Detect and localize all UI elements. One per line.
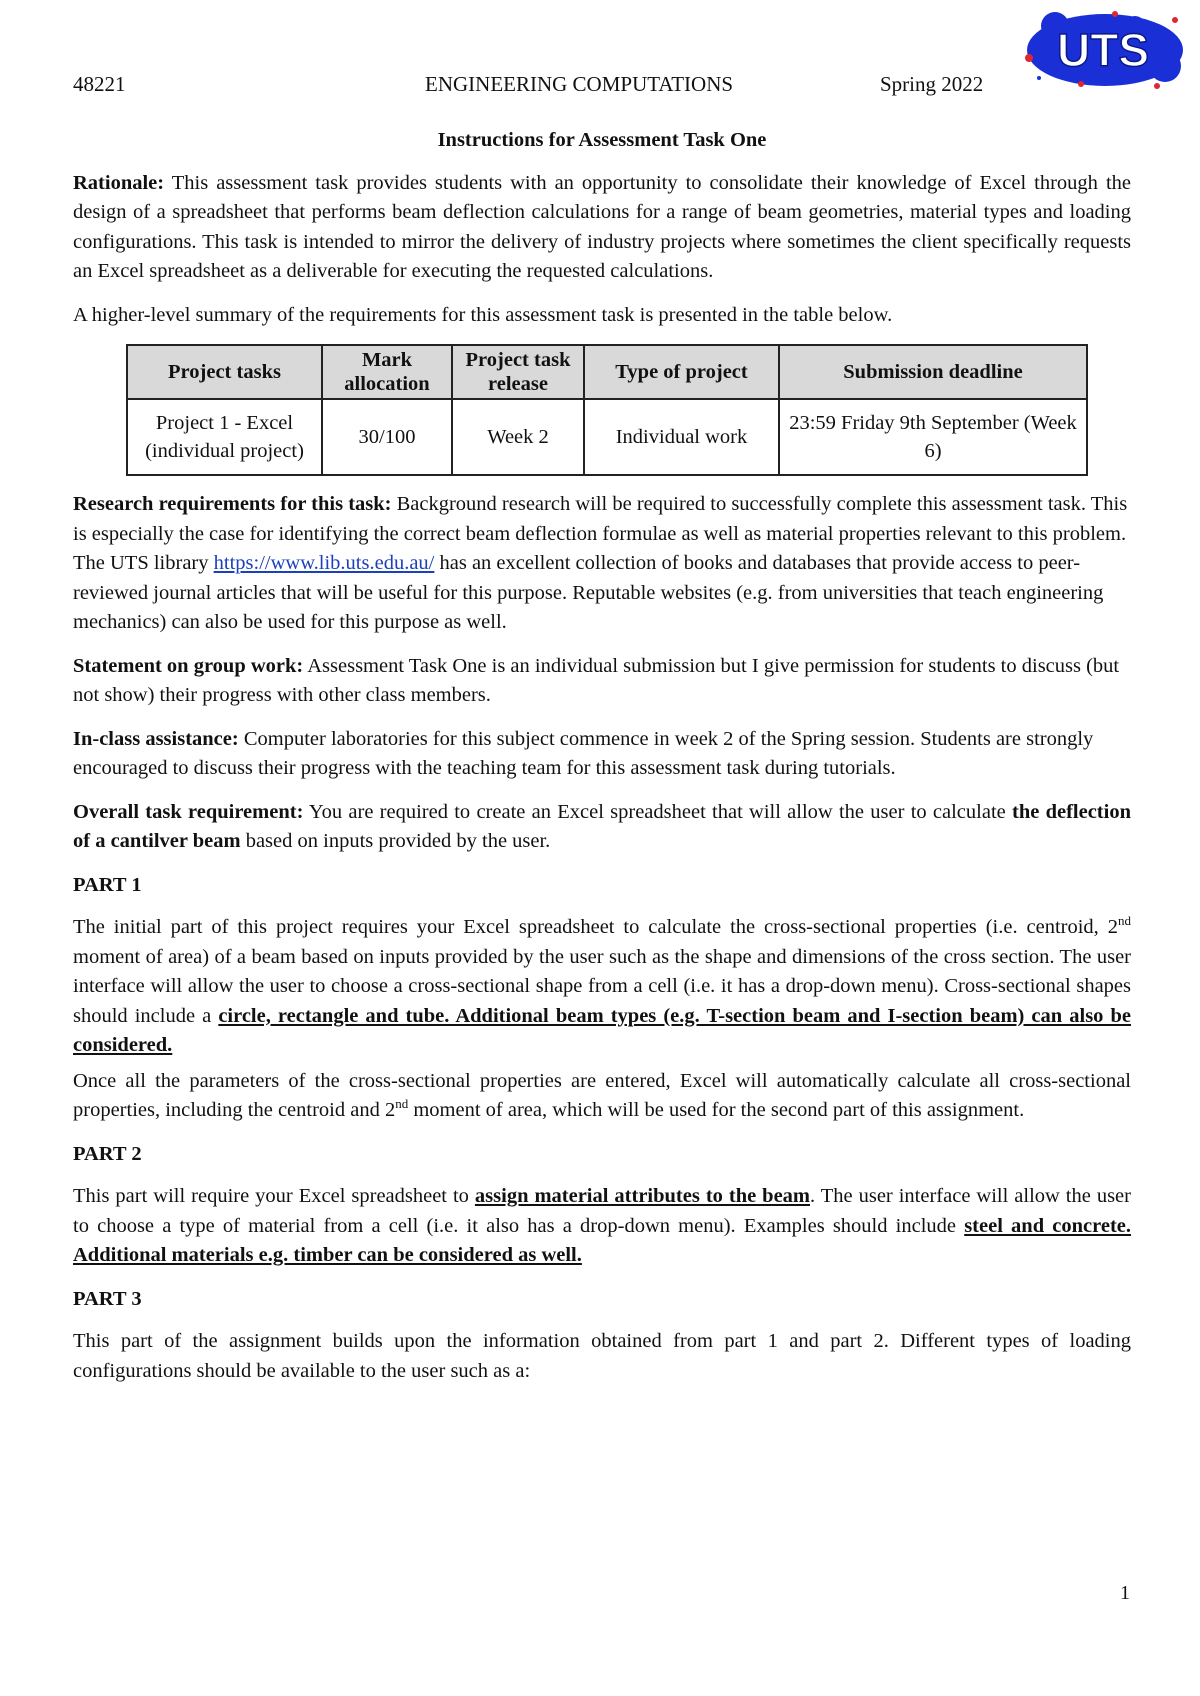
group-work-paragraph	[73, 652, 1131, 711]
table-header-cell: Type of project	[584, 345, 779, 399]
overall-bold: the deflection of a cantilver beam	[73, 800, 1131, 852]
research-text-continued: has an excellent collection of books and databases that provide access to peer-reviewed journal articles that will be useful for this purpose. Reputable websites (e.g. from universities that teach engineering mechanics) can also be used for this purpose as well.	[73, 552, 1104, 633]
part2-underlined-2: steel and concrete. Additional materials e.g. timber can be considered as well.	[73, 1214, 1131, 1266]
part1-text: The initial part of this project requires your Excel spreadsheet to calculate the cross-sectional properties (i.e. centroid, 2	[73, 916, 1118, 938]
overall-label: Overall task requirement:	[73, 800, 304, 823]
table-header-row	[127, 345, 1087, 399]
part1-paragraph	[73, 913, 1131, 1061]
group-work-text: Assessment Task One is an individual submission but I give permission for students to discuss (but not show) their progress with other class members.	[73, 654, 1120, 706]
table-header-cell: Project tasks	[127, 345, 322, 399]
part3-paragraph: This part of the assignment builds upon the information obtained from part 1 and part 2. Different types of loading configurations should be available to the user such as a:	[73, 1330, 1131, 1382]
table-header-cell: Project task release	[452, 345, 584, 399]
rationale-text: This assessment task provides students with an opportunity to consolidate their knowledge of Excel through the design of a spreadsheet that performs beam deflection calculations for a range of beam geometries, material types and loading configurations. This task is intended to mirror the delivery of industry projects where sometimes the client specifically requests an Excel spreadsheet as a deliverable for executing the requested calculations.	[73, 171, 1131, 282]
course-term: Spring 2022	[880, 72, 984, 96]
table-cell: Individual work	[584, 399, 779, 475]
group-work-label: Statement on group work:	[73, 654, 304, 677]
in-class-text: Computer laboratories for this subject commence in week 2 of the Spring session. Students are strongly encouraged to discuss their progress with the teaching team for this assessment task during tutorials.	[73, 727, 1094, 779]
part2-text: This part will require your Excel spreadsheet to	[73, 1185, 475, 1207]
logo-text: UTS	[1057, 24, 1149, 76]
research-paragraph	[73, 490, 1131, 638]
part1-heading: PART 1	[73, 873, 142, 896]
part1-p2-text: Once all the parameters of the cross-sectional properties are entered, Excel will automatically calculate all cross-sectional properties, including the centroid and 2	[73, 1069, 1131, 1121]
part2-heading: PART 2	[73, 1142, 142, 1165]
requirements-table	[126, 344, 1088, 476]
summary-intro: A higher-level summary of the requirements for this assessment task is presented in the table below.	[73, 303, 893, 326]
overall-text: You are required to create an Excel spreadsheet that will allow the user to calculate	[303, 800, 1012, 823]
overall-paragraph	[73, 798, 1131, 857]
research-text: Background research will be required to successfully complete this assessment task. This is especially the case for identifying the correct beam deflection formulae as well as material properties relevant to this problem. The UTS library	[73, 493, 1128, 574]
part2-text-continued: . The user interface will allow the user to choose a type of material from a cell (i.e. it also has a drop-down menu). Examples should include	[73, 1185, 1131, 1237]
table-cell: 23:59 Friday 9th September (Week 6)	[779, 399, 1087, 475]
table-header-cell: Submission deadline	[779, 345, 1087, 399]
table-header-cell: Mark allocation	[322, 345, 452, 399]
part1-text-continued: moment of area) of a beam based on inputs provided by the user such as the shape and dimensions of the cross section. The user interface will allow the user to choose a cross-sectional shape from a cell (i.e. it has a drop-down menu). Cross-sectional shapes should include a	[73, 945, 1131, 1027]
table-cell: 30/100	[322, 399, 452, 475]
part1-paragraph-2	[73, 1067, 1131, 1126]
rationale-paragraph	[73, 169, 1131, 287]
uts-library-link[interactable]: https://www.lib.uts.edu.au/	[213, 552, 435, 574]
table-row	[127, 399, 1087, 475]
superscript: nd	[395, 1096, 409, 1112]
part1-p2-text-continued: moment of area, which will be used for the second part of this assignment.	[408, 1099, 1025, 1121]
course-code: 48221	[73, 72, 126, 96]
table-cell: Project 1 - Excel (individual project)	[127, 399, 322, 475]
in-class-paragraph	[73, 725, 1131, 784]
overall-text-end: based on inputs provided by the user.	[240, 830, 551, 852]
rationale-label: Rationale:	[73, 171, 165, 194]
part3-heading: PART 3	[73, 1287, 142, 1310]
document-body	[73, 126, 1131, 1400]
superscript: nd	[1118, 913, 1131, 929]
in-class-label: In-class assistance:	[73, 727, 239, 750]
part2-underlined: assign material attributes to the beam	[474, 1185, 811, 1207]
course-title: ENGINEERING COMPUTATIONS	[425, 72, 734, 96]
part1-underlined: circle, rectangle and tube. Additional beam types (e.g. T-section beam and I-section beam) can also be considered.	[73, 1004, 1131, 1056]
page-number: 1	[1120, 1582, 1130, 1604]
research-label: Research requirements for this task:	[73, 493, 392, 515]
table-cell: Week 2	[452, 399, 584, 475]
document-title: Instructions for Assessment Task One	[437, 129, 767, 151]
part2-paragraph	[73, 1182, 1131, 1271]
uts-logo-icon	[1015, 6, 1185, 92]
